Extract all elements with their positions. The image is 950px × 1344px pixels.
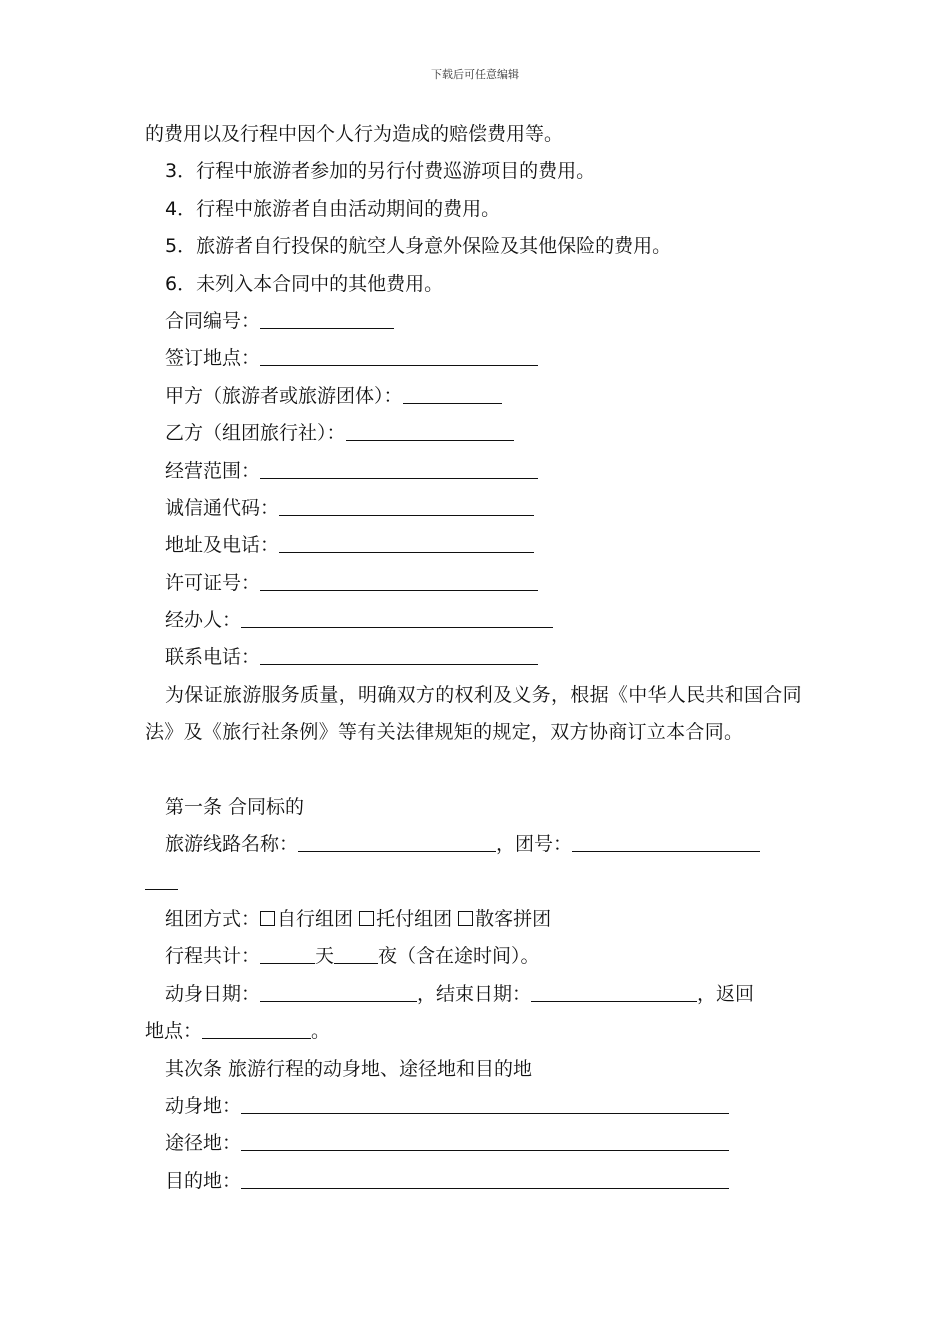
cost-item-6: 6．未列入本合同中的其他费用。 (165, 272, 444, 295)
return-place-row (145, 1013, 807, 1050)
via-row (145, 1125, 807, 1162)
days-blank[interactable] (260, 941, 315, 964)
handler-blank[interactable] (241, 605, 553, 628)
end-date-label: ，结束日期： (417, 982, 532, 1005)
sign-place-label: 签订地点： (165, 347, 261, 370)
return-place-label: 地点： (145, 1020, 203, 1043)
page-header: 下载后可任意编辑 (431, 68, 519, 81)
return-place-blank[interactable] (202, 1016, 311, 1039)
party-b-row (145, 415, 807, 452)
license-no-blank[interactable] (260, 568, 538, 591)
route-row (145, 826, 807, 863)
credit-code-label: 诚信通代码： (165, 496, 280, 519)
sign-place-blank[interactable] (260, 343, 538, 366)
dates-row (145, 976, 807, 1013)
group-no-overflow-row (145, 864, 807, 901)
departure-blank[interactable] (241, 1091, 729, 1114)
mode-option-2: 托付组团 (376, 908, 453, 931)
trip-note: （含在途时间）。 (397, 945, 540, 968)
license-no-row (145, 565, 807, 602)
contract-no-blank[interactable] (260, 306, 394, 329)
party-a-label: 甲方（旅游者或旅游团体）： (165, 384, 403, 407)
credit-code-blank[interactable] (279, 493, 534, 516)
contract-body (145, 116, 807, 1200)
party-b-label: 乙方（组团旅行社）： (165, 422, 346, 445)
article-1-title: 第一条 合同标的 (165, 795, 305, 818)
destination-row (145, 1163, 807, 1200)
scope-label: 经营范围： (165, 459, 261, 482)
contact-phone-row (145, 639, 807, 676)
costs-continuation: 的费用以及行程中因个人行为造成的赔偿费用等。 (145, 123, 564, 145)
return-place-period: 。 (311, 1020, 331, 1043)
route-blank[interactable] (298, 829, 496, 852)
nights-blank[interactable] (334, 941, 378, 964)
cost-item-3: 3．行程中旅游者参加的另行付费巡游项目的费用。 (165, 160, 596, 183)
trip-length-row (145, 938, 807, 975)
mode-row (145, 901, 807, 938)
party-a-row (145, 378, 807, 415)
credit-code-row (145, 490, 807, 527)
start-date-label: 动身日期： (165, 982, 261, 1005)
mode-option-3: 散客拼团 (475, 908, 552, 931)
via-label: 途径地： (165, 1132, 242, 1155)
party-a-blank[interactable] (403, 381, 502, 404)
departure-row (145, 1088, 807, 1125)
handler-row (145, 602, 807, 639)
scope-row (145, 453, 807, 490)
checkbox-entrusted[interactable] (359, 911, 374, 926)
mode-label: 组团方式： (165, 908, 261, 931)
via-blank[interactable] (241, 1128, 729, 1151)
cost-item-4: 4．行程中旅游者自由活动期间的费用。 (165, 197, 501, 220)
group-no-label: ，团号： (496, 833, 573, 856)
contract-no-row (145, 303, 807, 340)
contact-phone-blank[interactable] (260, 642, 538, 665)
days-unit: 天 (315, 945, 335, 968)
destination-blank[interactable] (241, 1166, 729, 1189)
mode-option-1: 自行组团 (277, 908, 354, 931)
license-no-label: 许可证号： (165, 571, 261, 594)
destination-label: 目的地： (165, 1169, 242, 1192)
address-phone-label: 地址及电话： (165, 534, 280, 557)
article-2-title: 其次条 旅游行程的动身地、途径地和目的地 (165, 1057, 533, 1080)
return-label: ，返回 (697, 982, 755, 1005)
route-label: 旅游线路名称： (165, 833, 299, 856)
cost-item-5: 5．旅游者自行投保的航空人身意外保险及其他保险的费用。 (165, 235, 672, 258)
contact-phone-label: 联系电话： (165, 646, 261, 669)
group-no-blank[interactable] (572, 829, 760, 852)
departure-label: 动身地： (165, 1094, 242, 1117)
party-b-blank[interactable] (346, 418, 514, 441)
checkbox-self-organized[interactable] (260, 911, 275, 926)
address-phone-blank[interactable] (279, 530, 534, 553)
sign-place-row (145, 340, 807, 377)
start-date-blank[interactable] (260, 979, 417, 1002)
checkbox-individual[interactable] (458, 911, 473, 926)
contract-no-label: 合同编号： (165, 309, 261, 332)
scope-blank[interactable] (260, 456, 538, 479)
intro-paragraph: 为保证旅游服务质量，明确双方的权利及义务，根据《中华人民共和国合同法》及《旅行社条例》等有关法律规矩的规定，双方协商订立本合同。 (145, 683, 802, 744)
trip-label: 行程共计： (165, 945, 261, 968)
nights-unit: 夜 (378, 945, 398, 968)
end-date-blank[interactable] (531, 979, 697, 1002)
handler-label: 经办人： (165, 609, 242, 632)
group-no-blank-continued[interactable] (145, 867, 178, 890)
address-phone-row (145, 527, 807, 564)
